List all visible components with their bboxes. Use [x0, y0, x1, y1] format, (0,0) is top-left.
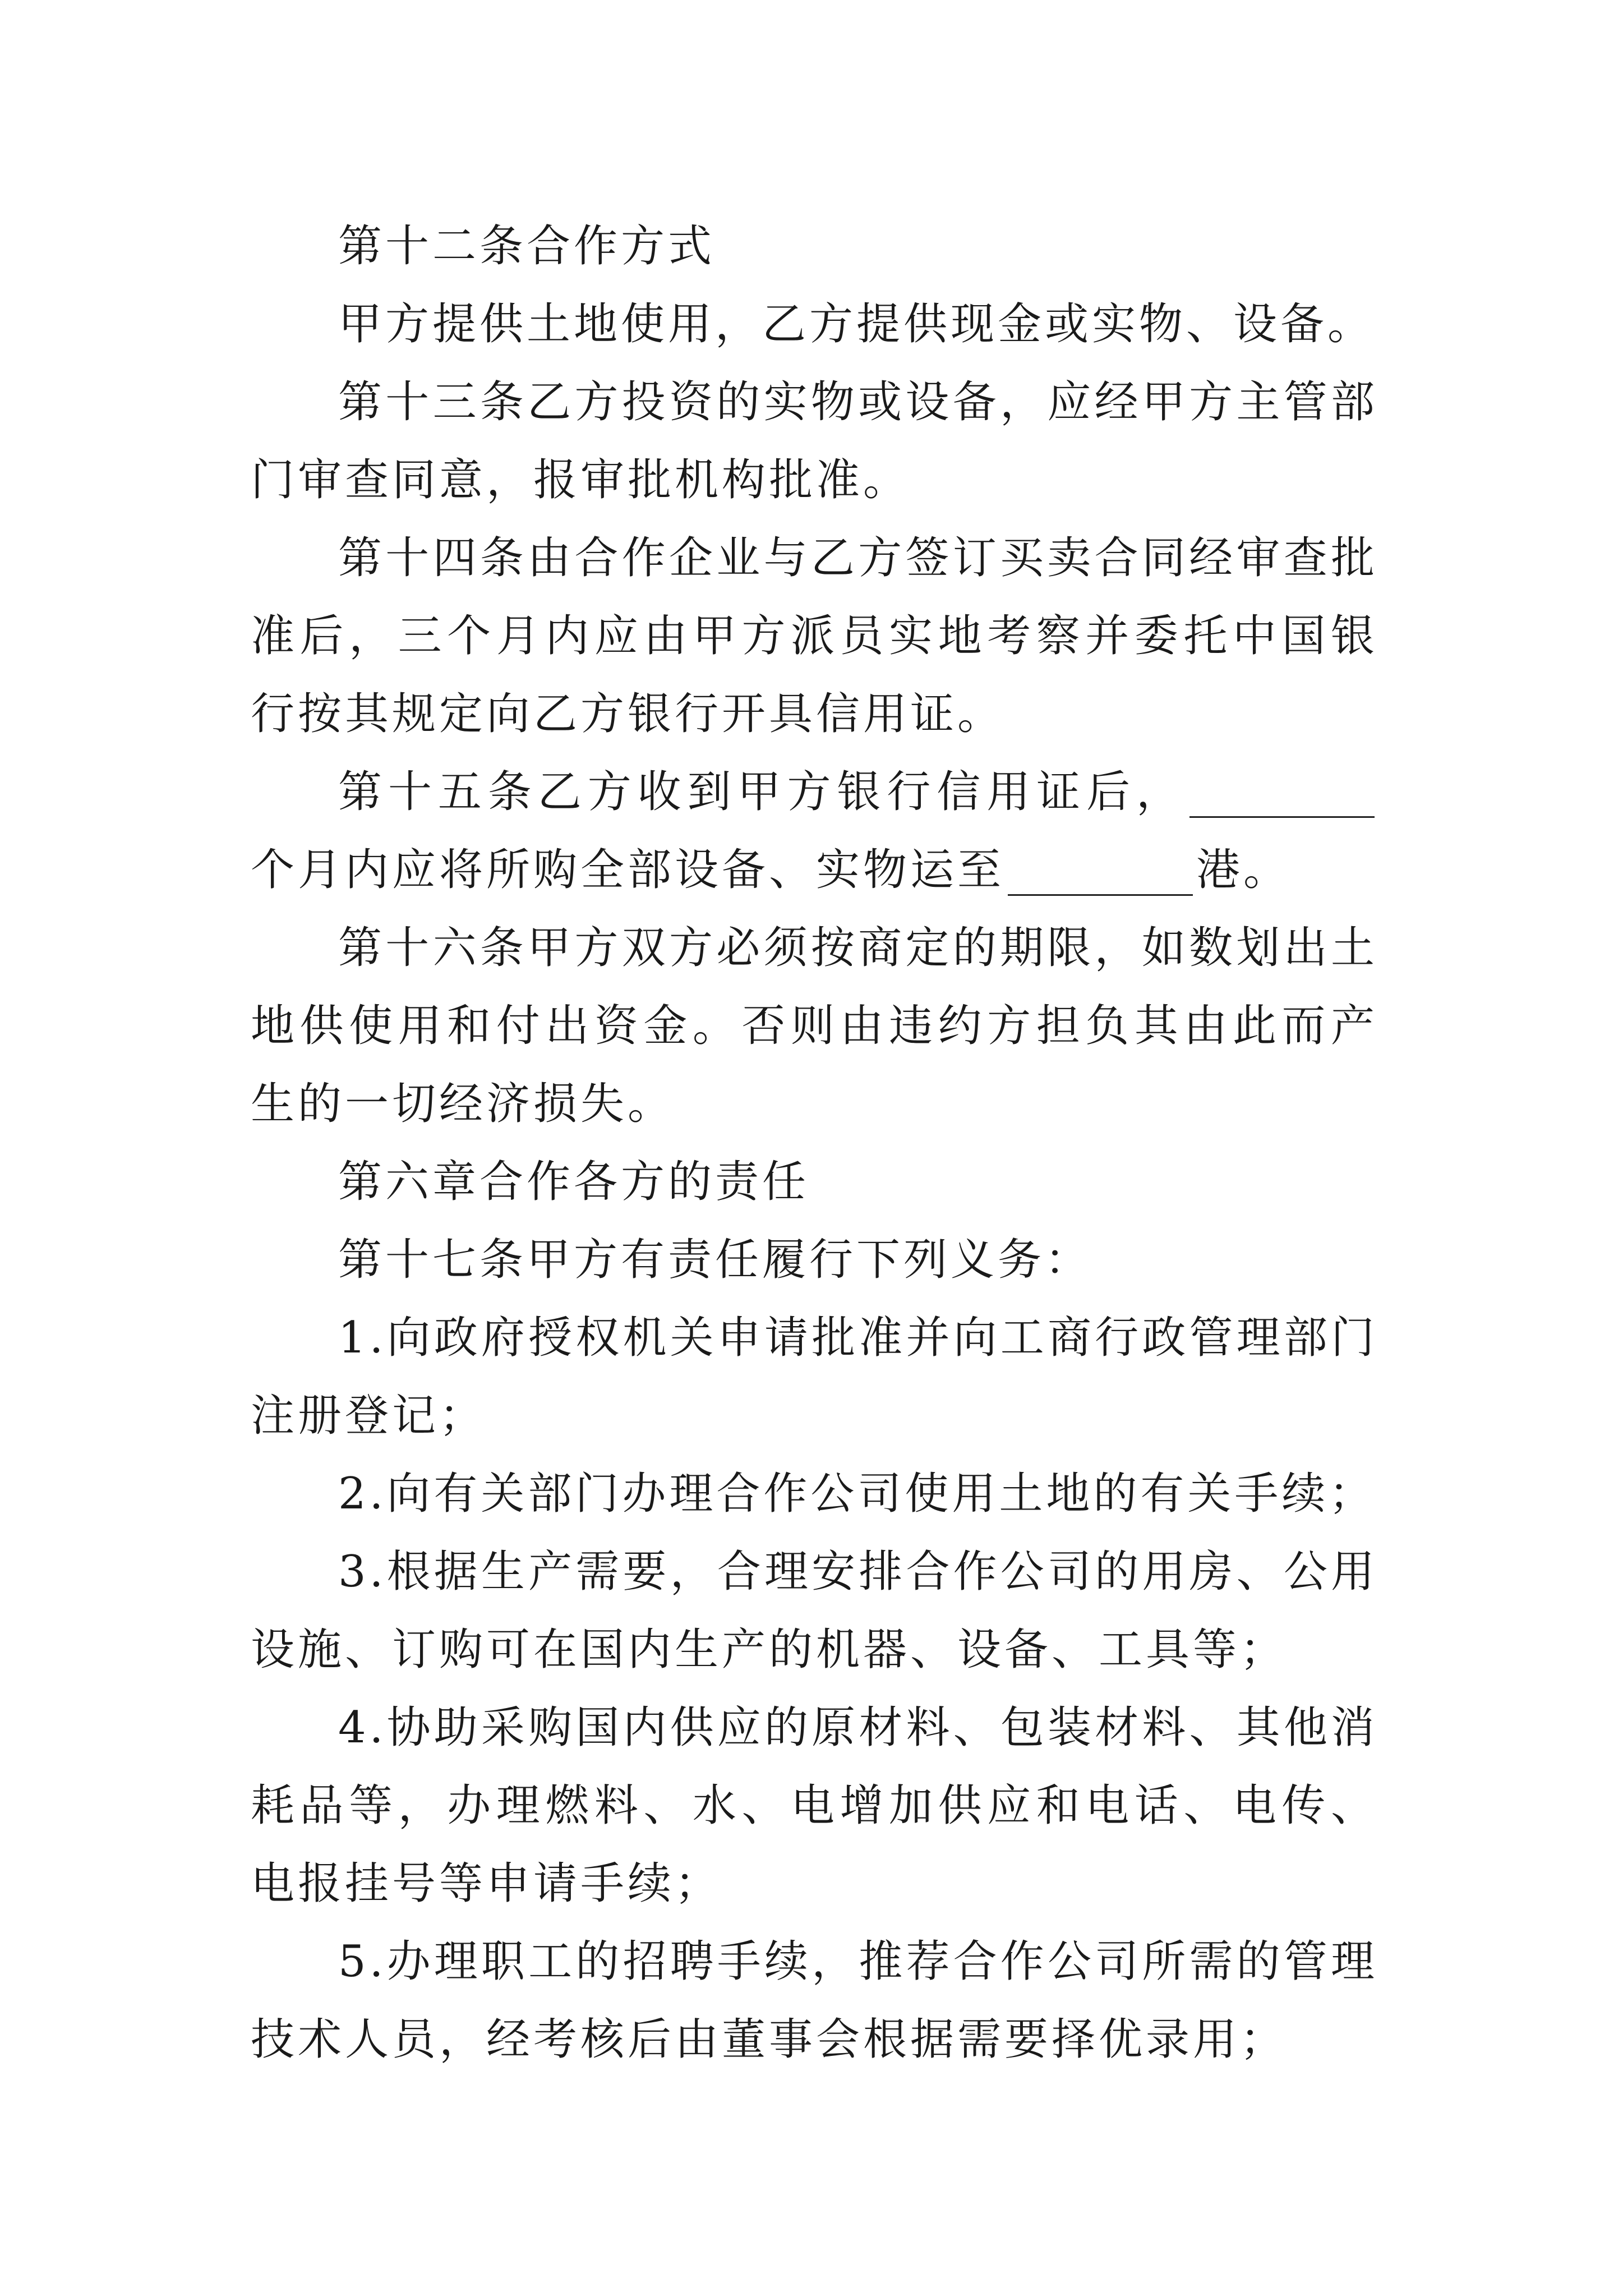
- article-12-body: 甲方提供土地使用，乙方提供现金或实物、设备。: [338, 299, 1375, 349]
- article-13: 第十三条乙方投资的实物或设备，应经甲方主管部门审查同意，报审批机构批准。: [251, 377, 1378, 505]
- months-blank-field: [1189, 771, 1375, 818]
- article-15-part2: 个月内应将所购全部设备、实物运至: [251, 845, 1005, 895]
- document-body: [251, 208, 1378, 2079]
- article-15-part1: 第十五条乙方收到甲方银行信用证后，: [338, 767, 1186, 817]
- duty-item-5: 5.办理职工的招聘手续，推荐合作公司所需的管理技术人员，经考核后由董事会根据需要择优录用；: [251, 1936, 1378, 2065]
- article-15-part3: 港。: [1196, 845, 1291, 895]
- article-14: 第十四条由合作企业与乙方签订买卖合同经审查批准后，三个月内应由甲方派员实地考察并委托中国银行按其规定向乙方银行开具信用证。: [251, 533, 1378, 739]
- duty-item-2: 2.向有关部门办理合作公司使用土地的有关手续；: [338, 1469, 1376, 1519]
- article-15: [251, 753, 1378, 909]
- chapter-6-title: 第六章合作各方的责任: [338, 1157, 810, 1207]
- article-16: 第十六条甲方双方必须按商定的期限，如数划出土地供使用和付出资金。否则由违约方担负其由此而产生的一切经济损失。: [251, 923, 1378, 1129]
- port-blank-field: [1008, 849, 1193, 896]
- duty-item-4: 4.协助采购国内供应的原材料、包装材料、其他消耗品等，办理燃料、水、电增加供应和电话、电传、电报挂号等申请手续；: [251, 1703, 1378, 1909]
- duty-item-3: 3.根据生产需要，合理安排合作公司的用房、公用设施、订购可在国内生产的机器、设备、工具等；: [251, 1547, 1378, 1675]
- article-17: 第十七条甲方有责任履行下列义务：: [338, 1235, 1092, 1285]
- duty-item-1: 1.向政府授权机关申请批准并向工商行政管理部门注册登记；: [251, 1313, 1378, 1441]
- article-12-title: 第十二条合作方式: [338, 221, 716, 272]
